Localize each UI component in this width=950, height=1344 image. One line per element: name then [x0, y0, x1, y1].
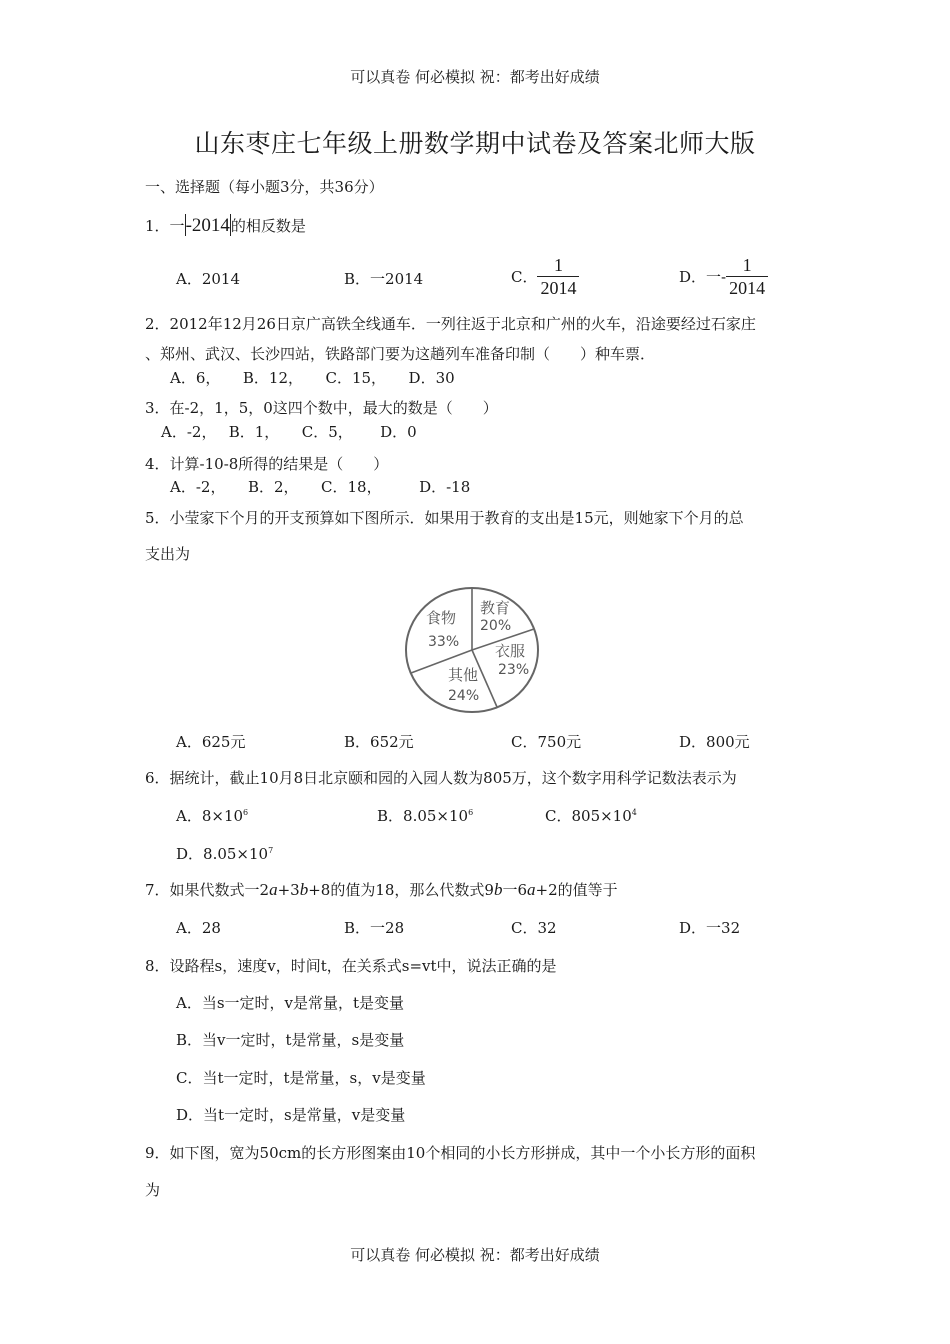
question-2-line1: 2．2012年12月26日京广高铁全线通车．一列往返于北京和广州的火车，沿途要经过石家庄 — [145, 315, 756, 333]
q5-option-c: C．750元 — [511, 733, 582, 751]
option-text: C．805×10 — [545, 807, 632, 825]
question-9-line1: 9．如下图，宽为50cm的长方形图案由10个相同的小长方形拼成，其中一个小长方形的面积 — [145, 1144, 756, 1162]
abs-value: -2014 — [185, 215, 230, 236]
q6-option-b — [377, 805, 473, 826]
question-tail: 的相反数是 — [230, 217, 306, 235]
expr-part: 7．如果代数式一2 — [145, 881, 270, 899]
question-5-line2: 支出为 — [145, 545, 191, 563]
exponent: 6 — [243, 808, 249, 817]
slice-label-food: 食物 — [426, 609, 457, 627]
variable-a: a — [527, 880, 536, 899]
budget-pie-chart — [400, 585, 550, 715]
q8-option-d: D．当t一定时，s是常量，v是变量 — [176, 1106, 406, 1124]
fraction — [537, 254, 579, 299]
q6-option-d — [176, 843, 273, 864]
q6-option-a — [176, 805, 248, 826]
minus-sign: 一 — [169, 217, 185, 235]
expr-part: +2的值等于 — [535, 881, 618, 899]
slice-pct-food: 33% — [428, 634, 460, 650]
page-header: 可以真卷 何必模拟 祝：都考出好成绩 — [350, 68, 600, 86]
q1-option-d — [679, 254, 768, 299]
expr-part: 一6 — [502, 881, 528, 899]
variable-a: a — [269, 880, 278, 899]
question-9-line2: 为 — [145, 1181, 161, 1199]
slice-label-education: 教育 — [480, 599, 511, 617]
q8-option-a: A．当s一定时，v是常量，t是变量 — [176, 994, 405, 1012]
q7-option-b: B．一28 — [344, 919, 405, 937]
q1-option-c — [511, 254, 579, 299]
q4-options: A．-2， B．2， C．18， D．-18 — [170, 478, 471, 496]
exponent: 4 — [631, 808, 637, 817]
denominator: 2014 — [729, 278, 766, 298]
q8-option-b: B．当v一定时，t是常量，s是变量 — [176, 1031, 405, 1049]
q6-option-c — [545, 805, 637, 826]
q3-options: A．-2， B．1， C．5， D．0 — [161, 423, 417, 441]
question-5-line1: 5．小莹家下个月的开支预算如下图所示．如果用于教育的支出是15元，则她家下个月的总 — [145, 509, 744, 527]
slice-pct-education: 20% — [480, 618, 512, 634]
exponent: 6 — [468, 808, 474, 817]
question-1 — [145, 214, 306, 237]
option-text: D．8.05×10 — [176, 845, 269, 863]
option-text: B．8.05×10 — [377, 807, 469, 825]
question-6: 6．据统计，截止10月8日北京颐和园的入园人数为805万，这个数字用科学记数法表示为 — [145, 769, 737, 787]
q5-option-d: D．800元 — [679, 733, 750, 751]
expr-part: +8的值为18，那么代数式9 — [308, 881, 494, 899]
exponent: 7 — [268, 846, 274, 855]
expr-part: +3 — [277, 881, 300, 899]
question-4: 4．计算-10-8所得的结果是（ ） — [145, 455, 389, 473]
variable-b: b — [299, 880, 309, 899]
q5-option-a: A．625元 — [176, 733, 246, 751]
question-7 — [145, 879, 618, 900]
question-3: 3．在-2，1，5，0这四个数中，最大的数是（ ） — [145, 399, 498, 417]
denominator: 2014 — [540, 278, 577, 298]
question-number: 1． — [145, 217, 170, 235]
numerator: 1 — [726, 254, 768, 277]
q8-option-c: C．当t一定时，t是常量，s，v是变量 — [176, 1069, 426, 1087]
option-text: A．8×10 — [176, 807, 244, 825]
variable-b: b — [493, 880, 503, 899]
slice-label-other: 其他 — [448, 666, 479, 684]
section-heading: 一、选择题（每小题3分，共36分） — [145, 178, 384, 196]
option-prefix: D．一- — [679, 268, 727, 286]
q2-options: A．6， B．12， C．15， D．30 — [170, 369, 455, 387]
slice-pct-clothing: 23% — [498, 662, 530, 678]
q7-option-a: A．28 — [176, 919, 221, 937]
numerator: 1 — [537, 254, 579, 277]
q1-option-b: B．一2014 — [344, 270, 424, 288]
slice-label-clothing: 衣服 — [495, 642, 526, 660]
q7-option-c: C．32 — [511, 919, 557, 937]
page-title: 山东枣庄七年级上册数学期中试卷及答案北师大版 — [194, 129, 756, 158]
question-2-line2: 、郑州、武汉、长沙四站，铁路部门要为这趟列车准备印制（ ）种车票． — [145, 345, 656, 363]
q1-option-a: A．2014 — [176, 270, 241, 288]
option-prefix: C． — [511, 268, 538, 286]
slice-pct-other: 24% — [448, 688, 480, 704]
fraction — [726, 254, 768, 299]
q5-option-b: B．652元 — [344, 733, 414, 751]
question-8: 8．设路程s，速度v，时间t，在关系式s=vt中，说法正确的是 — [145, 957, 557, 975]
page-footer: 可以真卷 何必模拟 祝：都考出好成绩 — [350, 1246, 600, 1264]
q7-option-d: D．一32 — [679, 919, 741, 937]
